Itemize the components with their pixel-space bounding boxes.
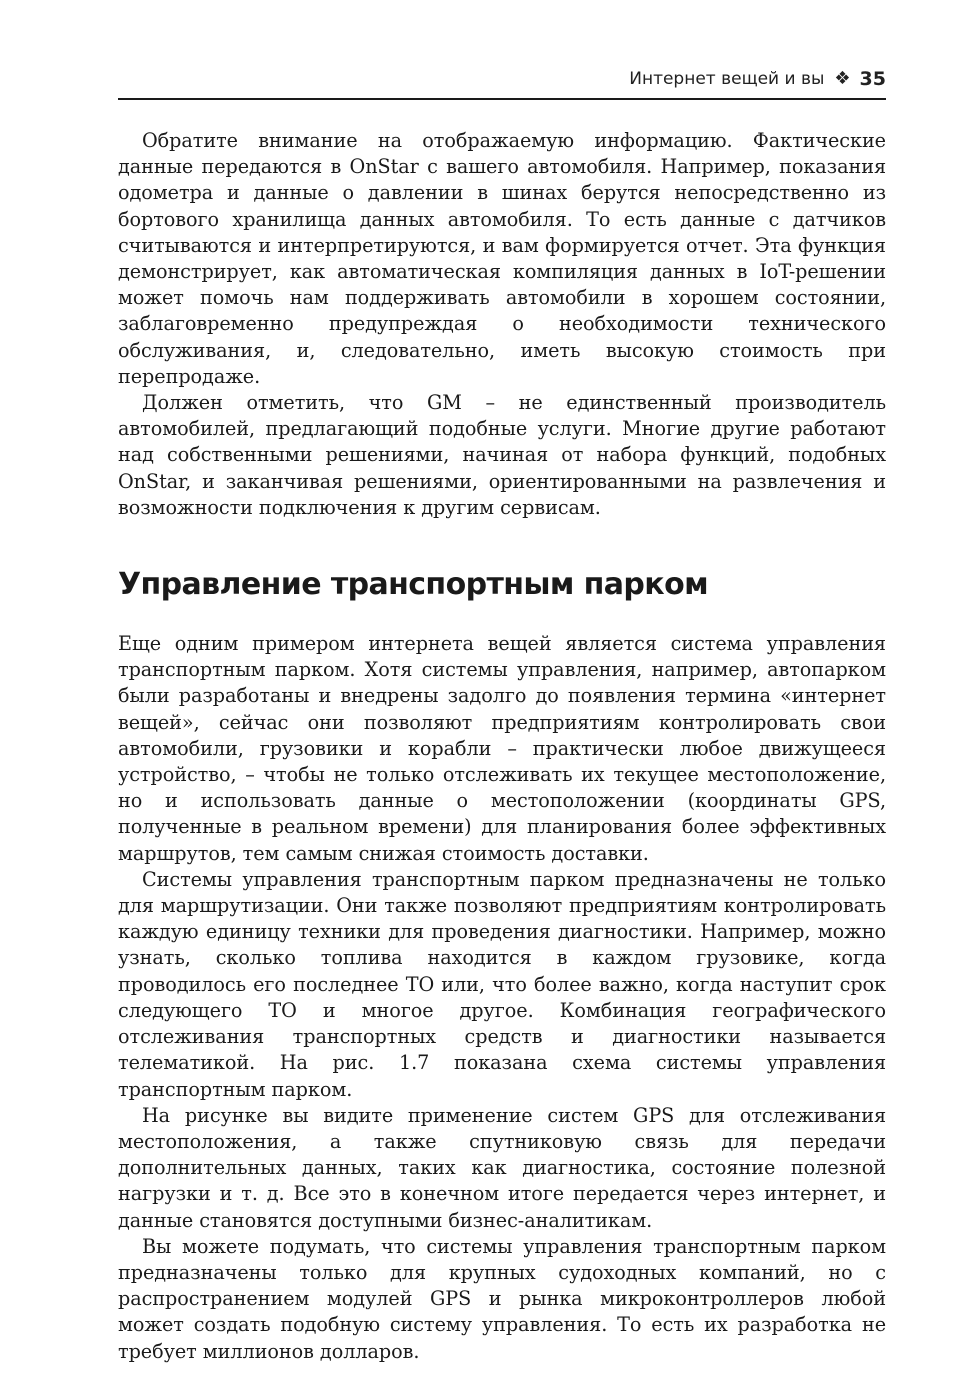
section-heading-block (118, 565, 886, 605)
paragraph: Вы можете подумать, что системы управления транспортным парком предназначены только для крупных судоходных компаний, но с распространением модулей GPS и рынка микроконтроллеров любой может создать подобную систему управления. То есть их разработка не требует миллионов долларов. (118, 1234, 886, 1363)
ornament-icon: ❖ (834, 68, 851, 89)
paragraph: Должен отметить, что GM – не единственный производитель автомобилей, предлагающий подобные услуги. Многие другие работают над собственными решениями, начиная от набора функций, подобных OnStar, и заканчивая решениями, ориентированными на развлечения и возможности подключения к другим сервисам. (118, 391, 886, 519)
intro-text (118, 128, 886, 521)
running-header (118, 60, 886, 100)
book-page (118, 60, 886, 1365)
page-number: 35 (859, 68, 886, 90)
chapter-title: Интернет вещей и вы (629, 69, 825, 89)
section-text (118, 631, 886, 1365)
paragraph: Обратите внимание на отображаемую информацию. Фактические данные передаются в OnStar с вашего автомобиля. Например, показания одометра и данные о давлении в шинах берутся непосредственно из бортового хранилища данных автомобиля. То есть данные с датчиков считываются и интерпретируются, и вам формируется отчет. Эта функция демонстрирует, как автоматическая компиляция данных в IoT-решении может помочь нам поддерживать автомобили в хорошем состоянии, заблаговременно предупреждая о необходимости технического обслуживания, и, следовательно, иметь высокую стоимость при перепродаже. (118, 129, 886, 388)
section-heading: Управление транспортным парком (118, 567, 708, 603)
paragraph: На рисунке вы видите применение систем GPS для отслеживания местоположения, а также спутниковую связь для передачи дополнительных данных, таких как диагностика, состояние полезной нагрузки и т. д. Все это в конечном итоге передается через интернет, и данные становятся доступными бизнес-аналитикам. (118, 1103, 886, 1232)
paragraph: Еще одним примером интернета вещей является система управления транспортным парком. Хотя системы управления, например, автопарком были разработаны и внедрены задолго до появления термина «интернет вещей», сейчас они позволяют предприятиям контролировать свои автомобили, грузовики и корабли – практически любое движущееся устройство, – чтобы не только отслеживать их текущее местоположение, но и использовать данные о местоположении (координаты GPS, полученные в реальном времени) для планирования более эффективных маршрутов, тем самым снижая стоимость доставки. (118, 632, 886, 865)
paragraph: Системы управления транспортным парком предназначены не только для маршрутизации. Они также позволяют предприятиям контролировать каждую единицу техники для проведения диагностики. Например, можно узнать, сколько топлива находится в каждом грузовике, когда проводилось его последнее ТО или, что более важно, когда наступит срок следующего ТО и многое другое. Комбинация географического отслеживания транспортных средств и диагностики называется телематикой. На рис. 1.7 показана схема системы управления транспортным парком. (118, 867, 886, 1101)
